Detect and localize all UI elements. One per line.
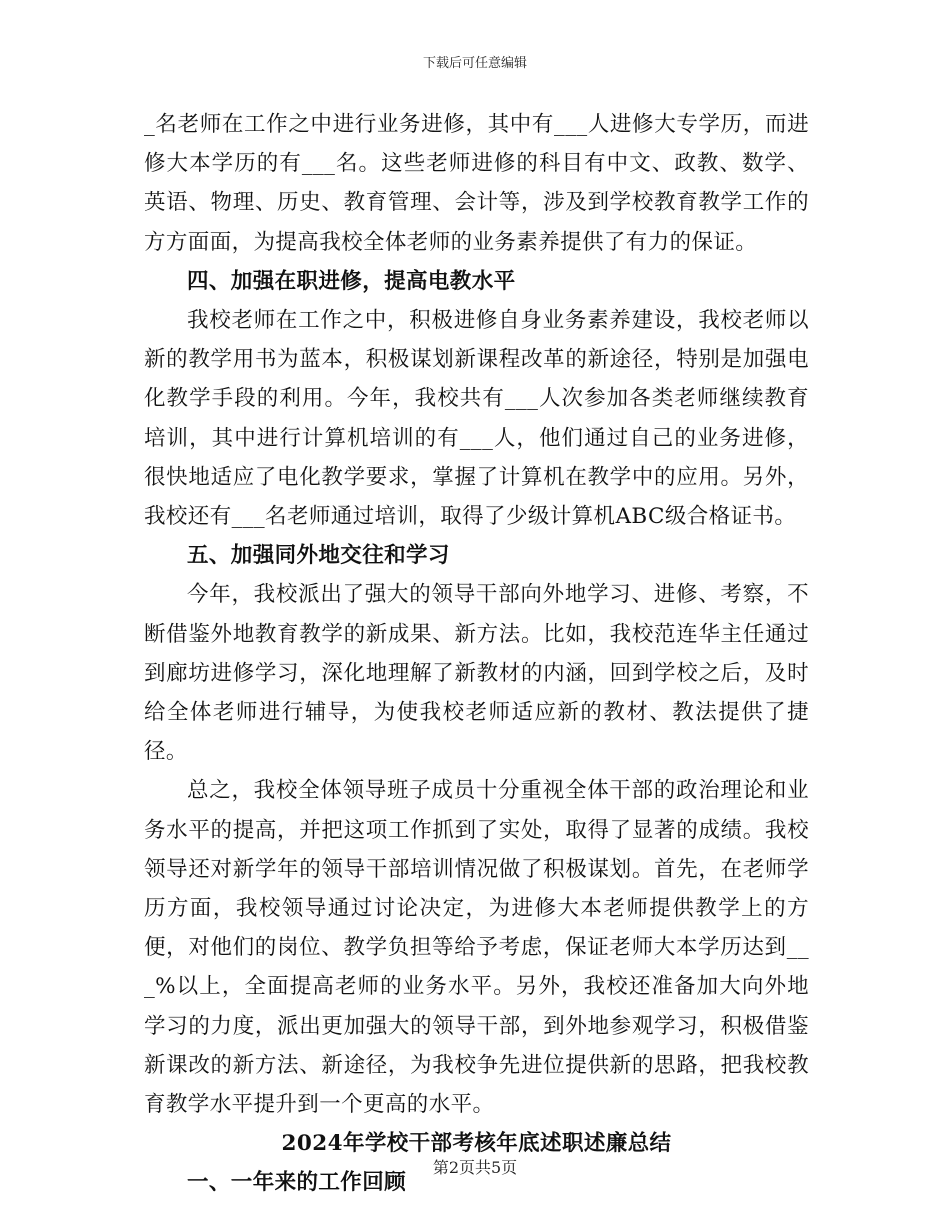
page-footer: 第2页共5页 bbox=[432, 1158, 518, 1177]
paragraph-external-exchange: 今年，我校派出了强大的领导干部向外地学习、进修、考察，不断借鉴外地教育教学的新成果、新方法。比如，我校范连华主任通过到廊坊进修学习，深化地理解了新教材的内涵，回到学校之后，及时给全体老师进行辅导，为使我校老师适应新的教材、教法提供了捷径。 bbox=[144, 582, 809, 765]
page-header: 下载后可任意编辑 bbox=[422, 56, 527, 71]
section-heading-1: 一、一年来的工作回顾 bbox=[187, 1170, 407, 1196]
paragraph-summary: 总之，我校全体领导班子成员十分重视全体干部的政治理论和业务水平的提高，并把这项工作抓到了实处，取得了显著的成绩。我校领导还对新学年的领导干部培训情况做了积极谋划。首先，在老师学历方面，我校领导通过讨论决定，为进修大本老师提供教学上的方便，对他们的岗位、教学负担等给予考虑，保证老师大本学历达到___%以上，全面提高老师的业务水平。另外，我校还准备加大向外地学习的力度，派出更加强大的领导干部，到外地参观学习，积极借鉴新课改的新方法、新途径，为我校争先进位提供新的思路，把我校教育教学水平提升到一个更高的水平。 bbox=[144, 778, 809, 1118]
section-heading-5: 五、加强同外地交往和学习 bbox=[187, 543, 450, 569]
paragraph-teacher-training: _名老师在工作之中进行业务进修，其中有___人进修大专学历，而进修大本学历的有___名。这些老师进修的科目有中文、政教、数学、英语、物理、历史、教育管理、会计等，涉及到学校教育教学工作的方方面面，为提高我校全体老师的业务素养提供了有力的保证。 bbox=[144, 112, 809, 255]
paragraph-electronic-teaching: 我校老师在工作之中，积极进修自身业务素养建设，我校老师以新的教学用书为蓝本，积极谋划新课程改革的新途径，特别是加强电化教学手段的利用。今年，我校共有___人次参加各类老师继续教育培训，其中进行计算机培训的有___人，他们通过自己的业务进修，很快地适应了电化教学要求，掌握了计算机在教学中的应用。另外，我校还有___名老师通过培训，取得了少级计算机ABC级合格证书。 bbox=[144, 308, 809, 530]
document-body bbox=[144, 105, 809, 1203]
section-heading-4: 四、加强在职进修，提高电教水平 bbox=[187, 268, 516, 294]
document-title: 2024年学校干部考核年底述职述廉总结 bbox=[281, 1131, 672, 1157]
